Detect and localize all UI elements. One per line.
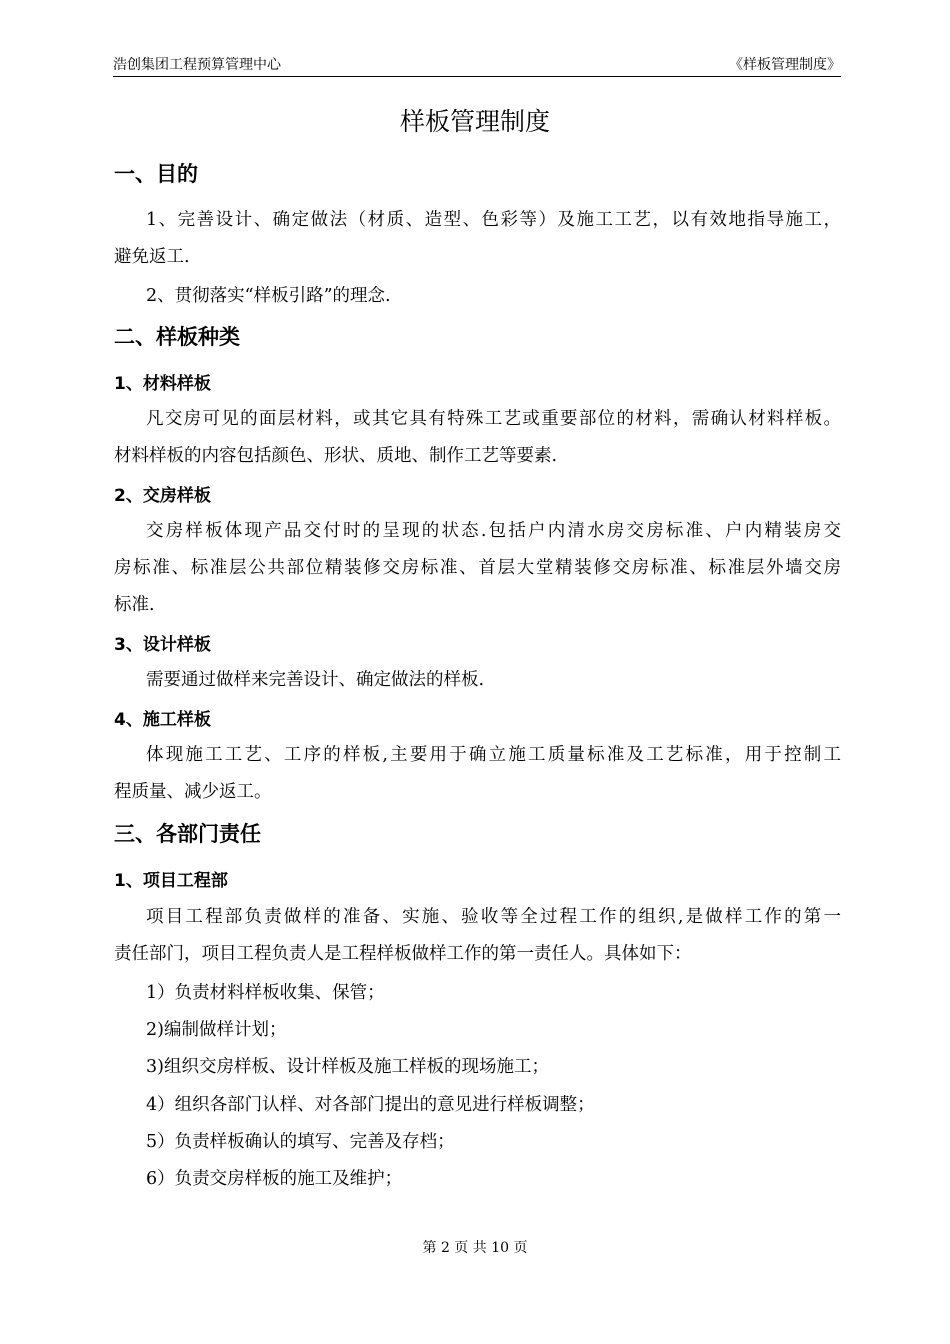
paragraph-line: 房标准、标准层公共部位精装修交房标准、首层大堂精装修交房标准、标准层外墙交房 <box>114 558 841 578</box>
paragraph-line: 需要通过做样来完善设计、确定做法的样板. <box>146 670 485 690</box>
paragraph-line: 体现施工工艺、工序的样板,主要用于确立施工质量标准及工艺标准，用于控制工 <box>146 745 841 765</box>
subsection-heading: 3、设计样板 <box>114 635 211 655</box>
page-header <box>113 54 841 77</box>
paragraph-line: 材料样板的内容包括颜色、形状、质地、制作工艺等要素. <box>114 446 558 466</box>
subsection-heading: 2、交房样板 <box>114 486 211 506</box>
subsection-heading: 1、材料样板 <box>114 374 211 394</box>
list-item: 6）负责交房样板的施工及维护； <box>146 1169 403 1189</box>
list-item: 3)组织交房样板、设计样板及施工样板的现场施工； <box>146 1057 549 1077</box>
paragraph-line: 凡交房可见的面层材料，或其它具有特殊工艺或重要部位的材料，需确认材料样板。 <box>146 409 841 429</box>
list-item: 5）负责样板确认的填写、完善及存档； <box>146 1132 455 1152</box>
list-item: 1）负责材料样板收集、保管； <box>146 983 385 1003</box>
paragraph-line: 责任部门，项目工程负责人是工程样板做样工作的第一责任人。具体如下： <box>114 944 692 964</box>
header-document-title: 《样板管理制度》 <box>729 57 841 73</box>
section-heading-types: 二、样板种类 <box>114 325 240 349</box>
document-title: 样板管理制度 <box>399 107 550 136</box>
paragraph-line: 项目工程部负责做样的准备、实施、验收等全过程工作的组织,是做样工作的第一 <box>146 907 841 927</box>
subsection-heading: 4、施工样板 <box>114 710 211 730</box>
paragraph-line: 1、完善设计、确定做法（材质、造型、色彩等）及施工工艺，以有效地指导施工， <box>146 210 841 230</box>
section-heading-purpose: 一、目的 <box>114 162 198 186</box>
list-item: 2)编制做样计划； <box>146 1020 287 1040</box>
list-item: 4）组织各部门认样、对各部门提出的意见进行样板调整； <box>146 1095 595 1115</box>
subsection-heading: 1、项目工程部 <box>114 871 228 891</box>
page-number-footer: 第 2 页 共 10 页 <box>422 1240 528 1256</box>
header-organization: 浩创集团工程预算管理中心 <box>113 57 281 73</box>
paragraph-line: 2、贯彻落实“样板引路”的理念. <box>146 286 391 306</box>
section-heading-responsibilities: 三、各部门责任 <box>114 822 261 846</box>
paragraph-line: 避免返工. <box>114 247 190 267</box>
paragraph-line: 程质量、减少返工。 <box>114 782 272 802</box>
paragraph-line: 标准. <box>114 595 155 615</box>
paragraph-line: 交房样板体现产品交付时的呈现的状态.包括户内清水房交房标准、户内精装房交 <box>146 521 841 541</box>
